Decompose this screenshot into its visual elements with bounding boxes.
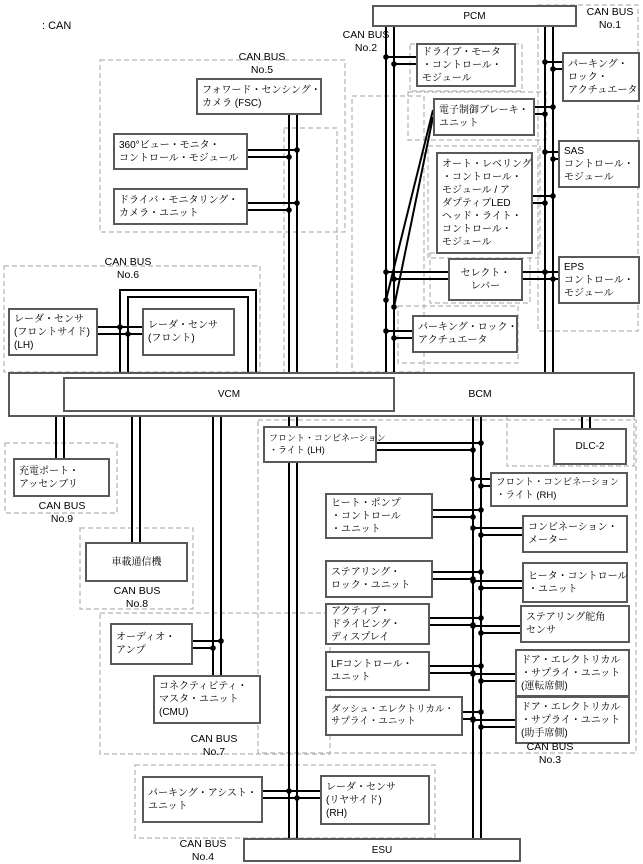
junction-dot <box>391 276 397 282</box>
node-label-line: ・サプライ・ユニット <box>521 667 621 679</box>
node-label-line: オート・レベリング <box>442 158 532 170</box>
node-label-line: アクチュエータ <box>418 335 488 346</box>
node-label-line: ・コントロール・ <box>442 171 522 183</box>
junction-dot <box>470 514 476 520</box>
node-select-lever <box>448 258 523 301</box>
node-label-line: SAS <box>564 145 585 157</box>
bus-label-line: CAN BUS <box>190 733 238 745</box>
node-label-line: (リヤサイド) <box>326 794 382 806</box>
node-label-line: センサ <box>526 625 556 636</box>
node-esu <box>243 838 521 862</box>
junction-dot <box>117 324 123 330</box>
junction-dot <box>383 54 389 60</box>
bus-label-no8 <box>107 585 167 610</box>
junction-dot <box>470 671 476 677</box>
node-dlc2 <box>553 428 627 465</box>
node-label-line: PCM <box>463 10 486 22</box>
node-steering-angle-sensor <box>520 605 630 643</box>
junction-dot <box>125 331 131 337</box>
node-label-line: 車載通信機 <box>111 556 162 568</box>
node-front-comb-lh <box>263 426 386 463</box>
node-charge-port <box>13 458 110 497</box>
node-cmu <box>153 675 261 724</box>
junction-dot <box>478 724 484 730</box>
node-label-line: ユニット <box>439 118 479 129</box>
node-bcm-label <box>445 388 515 402</box>
node-label-line: ドライビング・ <box>331 618 401 630</box>
node-active-driving-display <box>325 603 430 645</box>
bus-label-no4 <box>173 838 233 863</box>
junction-dot <box>218 638 224 644</box>
node-label-line: LFコントロール・ <box>331 659 413 670</box>
node-label-line: コントロール・ <box>564 158 634 170</box>
node-label-line: ロック・ユニット <box>331 580 411 591</box>
node-door-esu-driver <box>515 649 630 697</box>
node-label-line: パーキング・アシスト・ <box>148 787 257 799</box>
node-label-line: (RH) <box>326 807 348 819</box>
junction-dot <box>383 269 389 275</box>
node-label-line: ・ライト (LH) <box>269 444 325 455</box>
node-label-line: ヒータ・コントロール <box>528 570 628 582</box>
bus-label-line: CAN BUS <box>104 256 152 268</box>
node-label-line: オーディオ・ <box>116 632 176 643</box>
node-label-line: ディスプレイ <box>331 631 390 643</box>
node-label-line: アクティブ・ <box>331 605 390 617</box>
junction-dot <box>470 476 476 482</box>
node-eps <box>558 256 640 304</box>
junction-dot <box>478 569 484 575</box>
bus-label-line: CAN BUS <box>526 741 574 753</box>
node-label-line: コントロール・モジュール <box>119 152 239 164</box>
node-front-comb-rh <box>490 472 628 507</box>
node-label-line: (フロント) <box>148 333 195 344</box>
bus-label-line: No.7 <box>202 745 226 758</box>
node-label-line: コンビネーション・ <box>528 522 618 533</box>
node-label-line: ・コントロール <box>331 510 401 522</box>
junction-dot <box>478 532 484 538</box>
node-label-line: ・ライト (RH) <box>496 489 557 501</box>
bus-label-line: No.8 <box>125 597 149 610</box>
node-label-line: EPS <box>564 261 585 273</box>
node-label-line: レーダ・センサ <box>14 313 84 325</box>
node-label-line: モジュール / ア <box>442 184 510 196</box>
junction-dot <box>550 156 556 162</box>
node-label-line: ・ユニット <box>331 523 381 535</box>
junction-dot <box>478 483 484 489</box>
junction-dot <box>478 440 484 446</box>
node-radar-rear-rh <box>320 775 430 825</box>
junction-dot <box>470 623 476 629</box>
bus-label-no1 <box>580 6 640 31</box>
node-label-line: ユニット <box>331 672 371 683</box>
node-label-line: アンプ <box>116 645 146 656</box>
junction-dot <box>550 66 556 72</box>
junction-dot <box>550 104 556 110</box>
bus-label-line: No.1 <box>598 18 622 31</box>
node-parking-lock-top <box>562 52 640 102</box>
legend-label: : CAN <box>42 20 72 32</box>
junction-dot <box>478 507 484 513</box>
bus-label-line: No.6 <box>116 268 140 281</box>
junction-dot <box>550 276 556 282</box>
junction-dot <box>542 111 548 117</box>
bus-label-line: No.4 <box>191 850 215 863</box>
node-label-line: ヒート・ポンプ <box>331 497 401 509</box>
junction-dot <box>286 154 292 160</box>
node-vcm <box>63 377 395 412</box>
node-label-line: ・ユニット <box>528 583 578 595</box>
node-label-line: コネクティビティ・ <box>159 681 248 692</box>
junction-dot <box>470 578 476 584</box>
node-radar-front <box>142 308 235 356</box>
node-label-line: 360°ビュー・モニタ・ <box>119 139 220 151</box>
node-pcm <box>372 5 577 27</box>
node-label-line: (助手席側) <box>521 727 568 739</box>
bus-label-no3 <box>520 741 580 766</box>
junction-dot <box>542 269 548 275</box>
node-audio-amp <box>110 623 193 665</box>
node-label-line: モジュール <box>564 171 614 183</box>
node-label-line: ヘッド・ライト・ <box>442 210 522 222</box>
node-steering-lock <box>325 560 433 598</box>
junction-dot <box>391 335 397 341</box>
node-label-line: (CMU) <box>159 707 189 718</box>
node-radar-front-side-lh <box>8 308 98 356</box>
junction-dot <box>470 447 476 453</box>
node-label-line: ロック・ <box>568 71 608 83</box>
junction-dot <box>286 207 292 213</box>
node-label-line: サプライ・ユニット <box>331 716 416 727</box>
node-label-line: VCM <box>217 389 241 400</box>
node-label-line: ステアリング舵角 <box>526 612 606 623</box>
bus-label-line: CAN BUS <box>113 585 161 597</box>
node-label-line: コントロール・ <box>442 223 512 235</box>
bus-label-line: No.5 <box>250 63 274 76</box>
bus-label-line: CAN BUS <box>586 6 634 18</box>
node-label-line: (フロントサイド) <box>14 326 90 338</box>
node-label-line: アクチュエータ <box>568 84 638 96</box>
node-tcu <box>85 542 188 582</box>
node-label-line: レーダ・センサ <box>148 320 218 331</box>
node-label-line: (LH) <box>14 339 34 351</box>
node-heat-pump <box>325 493 433 539</box>
node-label-line: カメラ・ユニット <box>119 207 199 219</box>
bus-label-no6 <box>98 256 158 281</box>
node-label-line: モジュール <box>442 236 492 248</box>
junction-dot <box>550 193 556 199</box>
node-label-line: ドア・エレクトリカル <box>521 654 621 666</box>
junction-dot <box>383 297 389 303</box>
node-label-line: ・コントロール・ <box>422 59 502 71</box>
node-label-line: モジュール <box>564 287 614 299</box>
node-heater-control <box>522 562 628 603</box>
junction-dot <box>391 304 397 310</box>
bus-label-line: No.2 <box>354 41 378 54</box>
node-drive-motor <box>416 43 516 87</box>
junction-dot <box>542 149 548 155</box>
node-label-line: ダッシュ・エレクトリカル・ <box>331 703 455 715</box>
node-label-line: カメラ (FSC) <box>202 97 262 109</box>
junction-dot <box>391 61 397 67</box>
node-auto-leveling <box>436 152 533 254</box>
node-label-line: ドア・エレクトリカル <box>521 701 621 713</box>
node-label-line: 電子制御ブレーキ・ <box>439 105 529 116</box>
node-label-line: ユニット <box>148 800 188 812</box>
bus-label-no5 <box>232 51 292 76</box>
bus-label-line: CAN BUS <box>38 500 86 512</box>
bus-label-line: CAN BUS <box>342 29 390 41</box>
junction-dot <box>478 615 484 621</box>
node-label-line: ・サプライ・ユニット <box>521 714 621 726</box>
node-label-line: ダプティブLED <box>442 197 511 209</box>
junction-dot <box>542 59 548 65</box>
junction-dot <box>383 328 389 334</box>
node-label-line: コントロール・ <box>564 274 634 286</box>
node-label-line: フロント・コンビネーション <box>496 477 620 489</box>
junction-dot <box>478 678 484 684</box>
node-label-line: ESU <box>371 844 393 856</box>
node-comb-meter <box>522 515 628 553</box>
node-lf-control <box>325 651 430 691</box>
node-label-line: メーター <box>528 535 568 546</box>
bus-zone-outline <box>284 128 337 374</box>
bus-label-line: No.9 <box>50 512 74 525</box>
node-dash-esu <box>325 696 463 736</box>
junction-dot <box>210 645 216 651</box>
node-view-monitor-360 <box>113 133 248 170</box>
node-label-line: フォワード・センシング・ <box>202 84 321 96</box>
junction-dot <box>294 147 300 153</box>
node-label-line: 充電ポート・ <box>19 465 79 477</box>
node-sas <box>558 140 640 188</box>
junction-dot <box>294 200 300 206</box>
node-label-line: レーダ・センサ <box>326 781 396 793</box>
node-label-line: BCM <box>468 388 492 401</box>
node-electric-brake <box>433 98 535 136</box>
junction-dot <box>294 795 300 801</box>
node-label-line: DLC-2 <box>575 441 605 452</box>
junction-dot <box>470 717 476 723</box>
node-label-line: レバー <box>470 280 501 292</box>
node-label-line: アッセンブリ <box>19 478 78 490</box>
node-label-line: ドライブ・モータ <box>422 46 501 58</box>
node-label-line: (運転席側) <box>521 680 568 692</box>
bus-label-no7 <box>184 733 244 758</box>
node-label-line: セレクト・ <box>460 267 511 279</box>
node-label-line: パーキング・ロック・ <box>418 322 518 333</box>
node-driver-monitoring <box>113 188 248 225</box>
node-label-line: マスタ・ユニット <box>159 694 239 705</box>
node-label-line: ドライバ・モニタリング・ <box>119 194 239 206</box>
junction-dot <box>478 709 484 715</box>
node-label-line: パーキング・ <box>568 58 628 70</box>
legend <box>14 20 71 32</box>
bus-label-line: CAN BUS <box>238 51 286 63</box>
bus-label-no9 <box>32 500 92 525</box>
node-parking-lock-btm <box>412 315 518 353</box>
node-label-line: モジュール <box>422 72 472 84</box>
node-door-esu-passenger <box>515 696 630 744</box>
bus-label-line: CAN BUS <box>179 838 227 850</box>
junction-dot <box>542 200 548 206</box>
node-label-line: ステアリング・ <box>331 567 401 578</box>
junction-dot <box>286 788 292 794</box>
node-parking-assist <box>142 776 263 823</box>
junction-dot <box>470 525 476 531</box>
junction-dot <box>478 663 484 669</box>
bus-label-no2 <box>336 29 396 54</box>
bus-label-line: No.3 <box>538 753 562 766</box>
junction-dot <box>478 585 484 591</box>
junction-dot <box>478 630 484 636</box>
node-label-line: フロント・コンビネーション <box>269 432 386 443</box>
node-fsc <box>196 78 322 115</box>
